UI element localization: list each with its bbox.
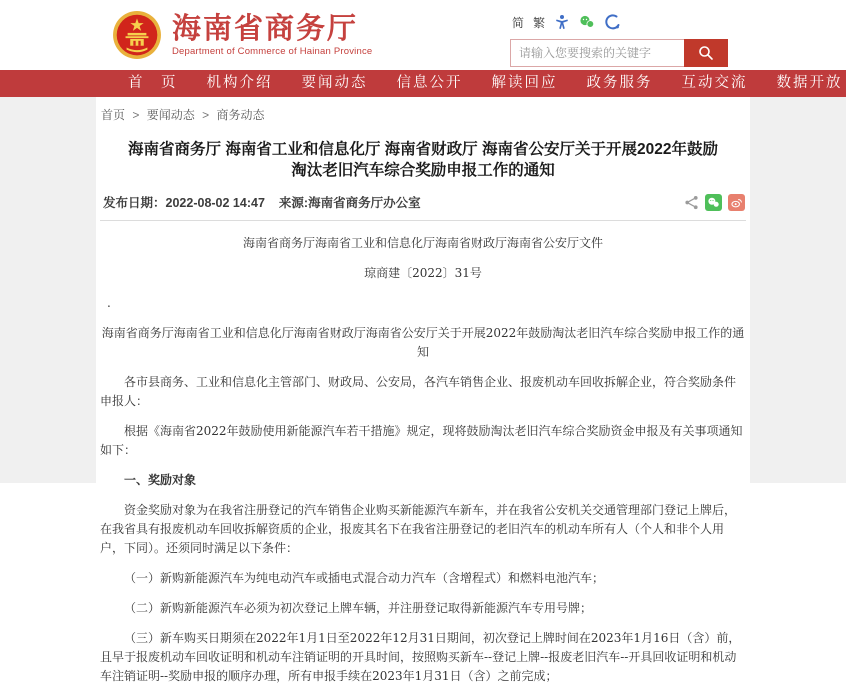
nav-item-interaction[interactable]: 互动交流 (681, 75, 748, 91)
magnifier-icon (698, 45, 714, 61)
breadcrumb-home[interactable]: 首页 (101, 108, 126, 122)
publish-date-value: 2022-08-02 14:47 (165, 196, 265, 210)
nav-item-news[interactable]: 要闻动态 (301, 75, 368, 91)
site-title: 海南省商务厅 (172, 10, 359, 45)
doc-header-line: 海南省商务厅海南省工业和信息化厅海南省财政厅海南省公安厅文件 (242, 236, 603, 250)
article-meta-row (100, 193, 746, 221)
search-input[interactable] (510, 39, 684, 67)
site-logo[interactable] (112, 8, 372, 60)
source-label: 来源: (278, 196, 309, 210)
breadcrumb-separator: > (202, 108, 210, 122)
wechat-icon[interactable] (579, 14, 595, 30)
publish-date-label: 发布日期： (103, 196, 166, 210)
paragraph: 各市县商务、工业和信息化主管部门、财政局、公安局，各汽车销售企业、报废机动车回收拆解企业，符合奖励条件申报人： (100, 375, 737, 408)
search-bar (510, 39, 728, 67)
paragraph: 根据《海南省2022年鼓励使用新能源汽车若干措施》规定，现将鼓励淘汰老旧汽车综合奖励资金申报及有关事项通知如下： (100, 424, 743, 457)
stray-dot: . (107, 296, 111, 310)
page-background (0, 97, 846, 683)
wechat-share-icon[interactable] (705, 194, 722, 211)
lang-traditional-toggle[interactable]: 繁 (533, 15, 546, 30)
article-body (100, 234, 746, 686)
breadcrumb-separator: > (132, 108, 140, 122)
lang-simplified-toggle[interactable]: 简 (512, 15, 525, 30)
site-header (0, 0, 846, 70)
nav-item-open-data[interactable]: 数据开放 (776, 75, 843, 91)
nav-item-gov-services[interactable]: 政务服务 (586, 75, 653, 91)
national-emblem-icon (112, 10, 162, 60)
breadcrumb-current: 商务动态 (216, 108, 265, 122)
main-nav (0, 70, 846, 97)
section-heading: 一、奖励对象 (124, 473, 197, 487)
weibo-share-icon[interactable] (728, 194, 745, 211)
paragraph: 资金奖励对象为在我省注册登记的汽车销售企业购买新能源汽车新车，并在我省公安机关交通管理部门登记上牌后，在我省具有报废机动车回收拆解资质的企业，报废其名下在我省注册登记的老旧汽车的机动车所有人（个人和非个人用户，下同）。还须同时满足以下条件： (100, 503, 737, 555)
paragraph: （一）新购新能源汽车为纯电动汽车或插电式混合动力汽车（含增程式）和燃料电池汽车； (124, 571, 605, 585)
site-title-english: Department of Commerce of Hainan Province (172, 45, 373, 57)
share-icon[interactable] (684, 195, 699, 210)
doc-title-line: 海南省商务厅海南省工业和信息化厅海南省财政厅海南省公安厅关于开展2022年鼓励淘汰老旧汽车综合奖励申报工作的通知 (101, 326, 745, 359)
article-title: 海南省商务厅 海南省工业和信息化厅 海南省财政厅 海南省公安厅关于开展2022年鼓励淘汰老旧汽车综合奖励申报工作的通知 (128, 141, 718, 179)
accessibility-icon[interactable] (554, 14, 570, 30)
breadcrumb-news[interactable]: 要闻动态 (146, 108, 195, 122)
doc-number-line: 琼商建〔2022〕31号 (364, 266, 482, 280)
elder-mode-icon[interactable] (604, 14, 620, 30)
source-value: 海南省商务厅办公室 (308, 196, 421, 210)
paragraph: （三）新车购买日期须在2022年1月1日至2022年12月31日期间，初次登记上牌时间在2023年1月16日（含）前，且早于报废机动车回收证明和机动车注销证明的开具时间，按照购买新车--登记上牌--报废老旧汽车--开具回收证明和机动车注销证明--奖励申报的顺序办理，所有申报手续在2023年1月31日（含）之前完成； (100, 631, 741, 683)
article-meta (103, 193, 421, 211)
nav-item-home[interactable]: 首 页 (128, 75, 178, 91)
content-container (96, 97, 750, 683)
breadcrumb (100, 97, 746, 129)
nav-item-about[interactable]: 机构介绍 (206, 75, 273, 91)
search-button[interactable] (684, 39, 728, 67)
paragraph: （二）新购新能源汽车必须为初次登记上牌车辆，并注册登记取得新能源汽车专用号牌； (124, 601, 593, 615)
nav-item-interpretation[interactable]: 解读回应 (491, 75, 558, 91)
nav-item-info-disclosure[interactable]: 信息公开 (396, 75, 463, 91)
